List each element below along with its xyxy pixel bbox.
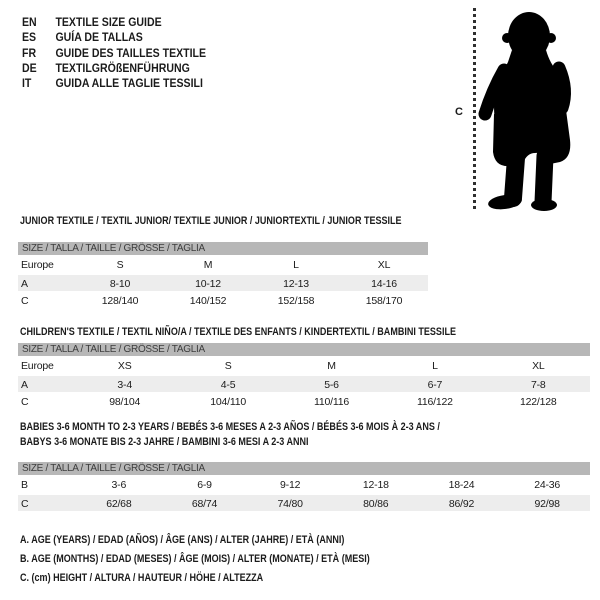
size-cell: 116/122 bbox=[417, 396, 453, 408]
table-row bbox=[18, 292, 428, 310]
size-table-babies bbox=[18, 462, 590, 512]
section-title-line: BABIES 3-6 MONTH TO 2-3 YEARS / BEBÉS 3-6 MESES A 2-3 AÑOS / BÉBÉS 3-6 MOIS À 2-3 ANS / bbox=[20, 421, 440, 433]
size-cell: 3-4 bbox=[117, 379, 132, 391]
size-cell: M bbox=[203, 259, 213, 271]
language-row bbox=[22, 30, 206, 45]
size-table-children bbox=[18, 343, 590, 411]
footnote-b: B. AGE (MONTHS) / EDAD (MESES) / ÂGE (MOIS) / ALTER (MONATE) / ETÀ (MESI) bbox=[20, 553, 370, 565]
baby-silhouette-icon bbox=[478, 6, 598, 212]
language-row bbox=[22, 46, 206, 61]
size-cell: 158/170 bbox=[365, 295, 403, 307]
table-row bbox=[18, 494, 590, 512]
footnote-a: A. AGE (YEARS) / EDAD (AÑOS) / ÂGE (ANS) / ALTER (JAHRE) / ETÀ (ANNI) bbox=[20, 534, 345, 546]
row-label: C bbox=[21, 396, 29, 408]
section-title-children: CHILDREN'S TEXTILE / TEXTIL NIÑO/A / TEXTILE DES ENFANTS / KINDERTEXTIL / BAMBINI TESSILE bbox=[20, 326, 456, 338]
row-label: A bbox=[21, 379, 28, 391]
size-cell: 140/152 bbox=[189, 295, 227, 307]
size-table-header: SIZE / TALLA / TAILLE / GRÖSSE / TAGLIA bbox=[18, 242, 428, 255]
size-cell: 104/110 bbox=[210, 396, 246, 408]
row-label: B bbox=[21, 479, 28, 491]
section-title-junior: JUNIOR TEXTILE / TEXTIL JUNIOR/ TEXTILE JUNIOR / JUNIORTEXTIL / JUNIOR TESSILE bbox=[20, 215, 402, 227]
size-cell: L bbox=[293, 259, 299, 271]
row-label: C bbox=[21, 498, 29, 510]
size-cell: 18-24 bbox=[448, 479, 475, 491]
size-cell: 24-36 bbox=[534, 479, 561, 491]
size-cell: XL bbox=[377, 259, 391, 271]
language-code: IT bbox=[22, 76, 32, 91]
section-title-babies bbox=[20, 420, 440, 450]
language-code: ES bbox=[22, 30, 37, 45]
language-row bbox=[22, 61, 206, 76]
size-cell: XL bbox=[532, 360, 545, 372]
size-cell: 86/92 bbox=[448, 498, 475, 510]
size-cell: 5-6 bbox=[324, 379, 339, 391]
size-cell: XS bbox=[117, 360, 132, 372]
size-cell: 12-13 bbox=[283, 278, 309, 290]
size-cell: 68/74 bbox=[191, 498, 218, 510]
size-cell: 6-7 bbox=[427, 379, 443, 391]
size-cell: 9-12 bbox=[280, 479, 301, 491]
row-label: A bbox=[21, 278, 28, 290]
size-cell: 122/128 bbox=[520, 396, 557, 408]
size-cell: S bbox=[224, 360, 232, 372]
language-row bbox=[22, 76, 206, 91]
language-code: FR bbox=[22, 45, 37, 60]
table-row bbox=[18, 393, 590, 411]
size-cell: 98/104 bbox=[109, 396, 141, 408]
size-cell: 110/116 bbox=[313, 396, 349, 408]
size-table-junior bbox=[18, 242, 428, 310]
size-cell: 3-6 bbox=[111, 479, 127, 491]
row-label: Europe bbox=[21, 360, 54, 372]
language-code: DE bbox=[22, 60, 37, 75]
size-cell: 128/140 bbox=[101, 295, 139, 307]
size-cell: 14-16 bbox=[371, 278, 397, 290]
language-code: EN bbox=[22, 15, 37, 29]
table-row bbox=[18, 274, 428, 292]
row-label: C bbox=[21, 295, 29, 307]
language-guide bbox=[22, 15, 206, 91]
language-title: GUIDE DES TAILLES TEXTILE bbox=[55, 45, 207, 60]
size-cell: 12-18 bbox=[362, 479, 389, 491]
language-title: GUIDA ALLE TAGLIE TESSILI bbox=[55, 76, 203, 91]
size-cell: 92/98 bbox=[534, 498, 560, 510]
height-measure-line bbox=[473, 8, 476, 210]
size-cell: 74/80 bbox=[277, 498, 303, 510]
language-title: TEXTILGRÖßENFÜHRUNG bbox=[55, 60, 190, 75]
size-cell: S bbox=[116, 259, 124, 271]
language-title: TEXTILE SIZE GUIDE bbox=[55, 15, 162, 29]
table-row bbox=[18, 476, 590, 494]
size-cell: 7-8 bbox=[531, 379, 546, 391]
table-row bbox=[18, 375, 590, 393]
row-label: Europe bbox=[21, 259, 54, 271]
section-title-line: BABYS 3-6 MONATE BIS 2-3 JAHRE / BAMBINI 3-6 MESI A 2-3 ANNI bbox=[20, 436, 309, 448]
height-label: C bbox=[455, 106, 463, 118]
footnote-c: C. (cm) HEIGHT / ALTURA / HAUTEUR / HÖHE / ALTEZZA bbox=[20, 572, 264, 584]
size-cell: L bbox=[432, 360, 438, 372]
footnotes bbox=[20, 531, 370, 588]
size-cell: M bbox=[327, 360, 336, 372]
size-cell: 10-12 bbox=[195, 278, 221, 290]
size-table-header: SIZE / TALLA / TAILLE / GRÖSSE / TAGLIA bbox=[18, 343, 590, 356]
size-cell: 62/68 bbox=[106, 498, 132, 510]
table-row bbox=[18, 357, 590, 375]
size-cell: 8-10 bbox=[109, 278, 131, 290]
size-cell: 4-5 bbox=[220, 379, 236, 391]
language-title: GUÍA DE TALLAS bbox=[55, 30, 143, 45]
language-row bbox=[22, 15, 206, 30]
size-cell: 80/86 bbox=[363, 498, 389, 510]
size-cell: 6-9 bbox=[197, 479, 212, 491]
table-row bbox=[18, 256, 428, 274]
size-cell: 152/158 bbox=[277, 295, 315, 307]
size-table-header: SIZE / TALLA / TAILLE / GRÖSSE / TAGLIA bbox=[18, 462, 590, 475]
